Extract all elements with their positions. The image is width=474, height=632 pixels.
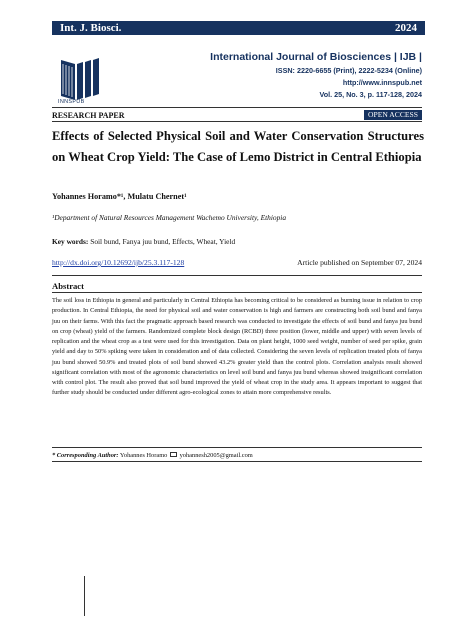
journal-abbreviation: Int. J. Biosci. bbox=[60, 22, 122, 34]
corresponding-email[interactable]: yohannesh2005@gmail.com bbox=[179, 452, 253, 459]
journal-name: International Journal of Biosciences | IJB | bbox=[210, 51, 422, 63]
article-title: Effects of Selected Physical Soil and Water Conservation Structures on Wheat Crop Yield: The Case of Lemo District in Central Ethiopia bbox=[52, 129, 424, 164]
doi-link[interactable]: http://dx.doi.org/10.12692/ijb/25.3.117-128 bbox=[52, 258, 185, 267]
ribbon-divider bbox=[52, 121, 422, 122]
doi-row bbox=[52, 258, 422, 267]
year: 2024 bbox=[395, 22, 417, 34]
research-paper-label: RESEARCH PAPER bbox=[52, 110, 125, 120]
corresponding-divider bbox=[52, 461, 422, 462]
volume-info: Vol. 25, No. 3, p. 117-128, 2024 bbox=[319, 90, 422, 99]
abstract-bottom-divider bbox=[52, 447, 422, 448]
keywords-value: Soil bund, Fanya juu bund, Effects, Wheat, Yield bbox=[90, 237, 236, 246]
corresponding-author bbox=[52, 452, 253, 459]
innspub-logo bbox=[57, 52, 103, 104]
keywords-label: Key words: bbox=[52, 237, 89, 246]
header-divider bbox=[52, 107, 422, 108]
journal-info bbox=[210, 51, 422, 99]
abstract-heading-divider bbox=[52, 292, 422, 293]
corresponding-name: Yohannes Horamo bbox=[119, 452, 168, 459]
publication-date: Article published on September 07, 2024 bbox=[297, 258, 422, 267]
footer-rule bbox=[84, 576, 85, 616]
affiliation: ¹Department of Natural Resources Management Wachemo University, Ethiopia bbox=[52, 213, 287, 222]
authors: Yohannes Horamo*¹, Mulatu Chernet¹ bbox=[52, 192, 187, 201]
open-access-badge: OPEN ACCESS bbox=[364, 110, 422, 120]
logo-text: INNSPUB bbox=[58, 99, 85, 105]
journal-url[interactable]: http://www.innspub.net bbox=[342, 78, 422, 87]
article-type-ribbon bbox=[52, 110, 422, 120]
corresponding-label: * Corresponding Author: bbox=[52, 452, 119, 459]
issn: ISSN: 2220-6655 (Print), 2222-5234 (Online) bbox=[275, 66, 422, 75]
journal-header-bar bbox=[52, 21, 425, 35]
abstract-heading: Abstract bbox=[52, 281, 84, 291]
mail-icon bbox=[170, 452, 177, 457]
abstract-text: The soil loss in Ethiopia in general and particularly in Central Ethiopia has becoming critical to be considered as burning issue in relation to crop production. In Central Ethiopia, the need for physical soil and water conservation is high and farmers are constructing both soil bund and fanya juu on their farms. With this fact the pragmatic approach based research was conducted to investigate the effects of soil bund and fanya juu bund on crop (wheat) yield of the farmers. Randomized complete block design (RCBD) three position (lower, middle and upper) with seven levels of replication and the wheat crop as a test were used for this investigation. Data on plant height, 1000 seed weight, number of seed per spike, grain yield and day to 50% spiking were taken in consideration and of data collected. Considering the seven levels of replication treated plots of fanya juu bund showed 50.9% and treated plots of soil bund showed 43.2% greater yield than the control plots. Correlation analysis result showed significant correlation with most of the agronomic characteristics on level soil bund and fanya juu bund whereas showed insignificant correlation with control plot. The result also proved that soil bund improved the yield of wheat crop in the study area. It appears important to suggest that further study should be conducted under different agro-ecological zones to attain more comprehensive results. bbox=[52, 297, 422, 397]
abstract-top-divider bbox=[52, 275, 422, 276]
keywords bbox=[52, 237, 235, 246]
